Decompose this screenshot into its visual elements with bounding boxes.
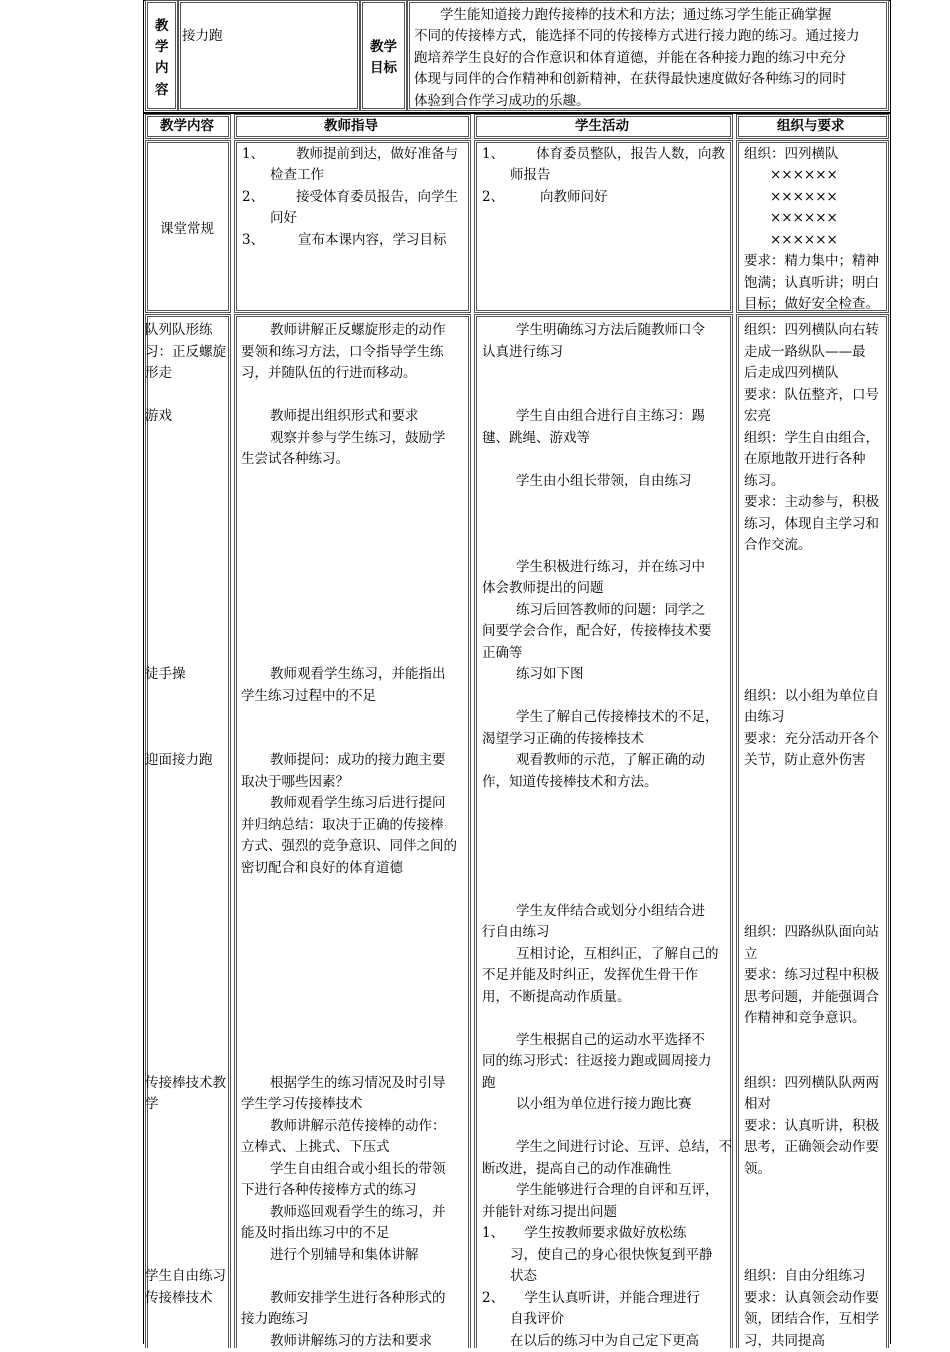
student-line: 学生积极进行练习，并在练习中 <box>516 557 705 579</box>
main-cell <box>145 314 231 1348</box>
list-number: 3、 <box>242 230 264 252</box>
org-line: 组织：四列横队 <box>744 144 839 166</box>
org-line: 组织：以小组为单位自 <box>744 686 879 708</box>
student-line: 在以后的练习中为自己定下更高 <box>510 1331 699 1352</box>
org-line: 在原地散开进行各种 <box>744 449 866 471</box>
list-text: 检查工作 <box>270 165 324 187</box>
list-text: 宣布本课内容，学习目标 <box>298 230 447 252</box>
teacher-line: 能及时指出练习中的不足 <box>241 1223 390 1245</box>
list-number: 1、 <box>242 144 264 166</box>
org-line: 走成一路纵队——最 <box>744 342 866 364</box>
content-label-char: 教 <box>155 16 169 38</box>
column-header: 学生活动 <box>575 116 629 138</box>
teacher-line: 下进行各种传接棒方式的练习 <box>241 1180 417 1202</box>
teacher-line: 教师巡回观看学生的练习，并 <box>270 1202 446 1224</box>
org-line: 领。 <box>744 1159 771 1181</box>
teacher-line: 进行个别辅导和集体讲解 <box>270 1245 419 1267</box>
org-line: 要求：队伍整齐，口号 <box>744 385 879 407</box>
content-topic: 迎面接力跑 <box>145 750 213 772</box>
teacher-line: 取决于哪些因素？ <box>241 772 349 794</box>
org-line: 目标；做好安全检查。 <box>744 294 879 316</box>
goal-line: 体验到合作学习成功的乐趣。 <box>414 91 590 113</box>
student-line: 以小组为单位进行接力跑比赛 <box>516 1094 692 1116</box>
content-label-char: 学 <box>155 37 169 59</box>
content-topic: 传接棒技术 <box>145 1288 213 1310</box>
org-line: 要求：主动参与，积极 <box>744 492 879 514</box>
org-line: 要求：练习过程中积极 <box>744 965 879 987</box>
column-header: 教学内容 <box>160 116 214 138</box>
student-line: 2、 学生认真听讲，并能合理进行 <box>482 1288 700 1310</box>
student-line: 练习后回答教师的问题：同学之 <box>516 600 705 622</box>
org-line: 作精神和竞争意识。 <box>744 1008 866 1030</box>
student-line: 学生能够进行合理的自评和互评， <box>516 1180 719 1202</box>
content-topic: 徒手操 <box>145 664 186 686</box>
student-line: 练习如下图 <box>516 664 584 686</box>
goal-label-line: 教学 <box>370 37 397 59</box>
list-number: 1、 <box>482 144 504 166</box>
formation-row: ×××××× <box>770 187 838 209</box>
teacher-line: 密切配合和良好的体育道德 <box>241 858 403 880</box>
student-line: 不足并能及时纠正，发挥优生骨干作 <box>482 965 698 987</box>
student-line: 学生友伴结合或划分小组结合进 <box>516 901 705 923</box>
teacher-line: 接力跑练习 <box>241 1309 309 1331</box>
teacher-line: 根据学生的练习情况及时引导 <box>270 1073 446 1095</box>
content-label-char: 内 <box>155 58 169 80</box>
student-line: 学生根据自己的运动水平选择不 <box>516 1030 705 1052</box>
formation-row: ×××××× <box>770 165 838 187</box>
student-line: 观看教师的示范，了解正确的动 <box>516 750 705 772</box>
goal-line: 体现与同伴的合作精神和创新精神，在获得最快速度做好各种练习的同时 <box>414 69 846 91</box>
goal-line: 不同的传接棒方式，能选择不同的传接棒方式进行接力跑的练习。通过接力 <box>414 26 860 48</box>
student-line: 毽、跳绳、游戏等 <box>482 428 590 450</box>
goal-label-line: 目标 <box>370 58 397 80</box>
org-line: 要求：认真领会动作要 <box>744 1288 879 1310</box>
list-number: 2、 <box>242 187 264 209</box>
org-line: 由练习 <box>744 707 785 729</box>
student-line: 习，使自己的身心很快恢复到平静 <box>510 1245 713 1267</box>
goal-line: 跑培养学生良好的合作意识和体育道德，并能在各种接力跑的练习中充分 <box>414 48 846 70</box>
column-header: 教师指导 <box>324 116 378 138</box>
student-line: 作，知道传接棒技术和方法。 <box>482 772 658 794</box>
teacher-line: 学生练习过程中的不足 <box>241 686 376 708</box>
goal-line: 学生能知道接力跑传接棒的技术和方法；通过练习学生能正确掌握 <box>440 5 832 27</box>
org-line: 领，团结合作，互相学 <box>744 1309 879 1331</box>
student-line: 跑 <box>482 1073 496 1095</box>
teacher-line: 教师提问：成功的接力跑主要 <box>270 750 446 772</box>
content-topic: 游戏 <box>145 406 172 428</box>
student-line: 渴望学习正确的传接棒技术 <box>482 729 644 751</box>
student-line: 用，不断提高动作质量。 <box>482 987 631 1009</box>
routine-content: 课堂常规 <box>160 219 214 241</box>
org-line: 关节，防止意外伤害 <box>744 750 866 772</box>
org-line: 要求：充分活动开各个 <box>744 729 879 751</box>
org-line: 要求：精力集中；精神 <box>744 251 879 273</box>
teacher-line: 教师观看学生练习，并能指出 <box>270 664 446 686</box>
org-line: 合作交流。 <box>744 535 812 557</box>
org-line: 组织：自由分组练习 <box>744 1266 866 1288</box>
org-line: 组织：四路纵队面向站 <box>744 922 879 944</box>
content-topic: 形走 <box>145 363 172 385</box>
list-text: 接受体育委员报告，向学生 <box>296 187 458 209</box>
org-line: 组织：四列横队向右转 <box>744 320 879 342</box>
org-line: 后走成四列横队 <box>744 363 839 385</box>
student-line: 1、 学生按教师要求做好放松练 <box>482 1223 686 1245</box>
content-topic: 学生自由练习 <box>145 1266 226 1288</box>
student-line: 互相讨论，互相纠正，了解自己的 <box>516 944 719 966</box>
teacher-line: 学生自由组合或小组长的带领 <box>270 1159 446 1181</box>
formation-row: ×××××× <box>770 230 838 252</box>
student-line: 自我评价 <box>510 1309 564 1331</box>
org-line: 练习，体现自主学习和 <box>744 514 879 536</box>
org-line: 练习。 <box>744 471 785 493</box>
org-line: 立 <box>744 944 758 966</box>
student-line: 行自由练习 <box>482 922 550 944</box>
org-line: 思考，正确领会动作要 <box>744 1137 879 1159</box>
content-label-char: 容 <box>155 80 169 102</box>
student-line: 学生之间进行讨论、互评、总结，不 <box>516 1137 732 1159</box>
student-line: 学生自由组合进行自主练习：踢 <box>516 406 705 428</box>
teacher-line: 教师讲解正反螺旋形走的动作 <box>270 320 446 342</box>
student-line: 并能针对练习提出问题 <box>482 1202 617 1224</box>
org-line: 饱满；认真听讲；明白 <box>744 273 879 295</box>
teacher-line: 观察并参与学生练习，鼓励学 <box>270 428 446 450</box>
teacher-line: 立棒式、上挑式、下压式 <box>241 1137 390 1159</box>
list-text: 教师提前到达，做好准备与 <box>296 144 458 166</box>
student-line: 学生了解自己传接棒技术的不足， <box>516 707 719 729</box>
student-line: 断改进，提高自己的动作准确性 <box>482 1159 671 1181</box>
teacher-line: 要领和练习方法，口令指导学生练 <box>241 342 444 364</box>
student-line: 学生明确练习方法后随教师口令 <box>516 320 705 342</box>
list-text: 师报告 <box>510 165 551 187</box>
teacher-line: 教师讲解示范传接棒的动作： <box>270 1116 446 1138</box>
content-topic: 传接棒技术教 <box>145 1073 226 1095</box>
student-line: 状态 <box>510 1266 537 1288</box>
teacher-line: 并归纳总结：取决于正确的传接棒 <box>241 815 444 837</box>
teacher-line: 方式、强烈的竞争意识、同伴之间的 <box>241 836 457 858</box>
list-text: 问好 <box>270 208 297 230</box>
column-header: 组织与要求 <box>777 116 845 138</box>
org-line: 思考问题，并能强调合 <box>744 987 879 1009</box>
org-line: 组织：学生自由组合， <box>744 428 879 450</box>
student-line: 间要学会合作，配合好，传接棒技术要 <box>482 621 712 643</box>
content-topic: 学 <box>145 1094 159 1116</box>
content-topic: 队列队形练 <box>145 320 213 342</box>
teacher-line: 生尝试各种练习。 <box>241 449 349 471</box>
student-line: 体会教师提出的问题 <box>482 578 604 600</box>
org-line: 宏亮 <box>744 406 771 428</box>
teacher-line: 教师观看学生练习后进行提问 <box>270 793 446 815</box>
list-text: 体育委员整队，报告人数，向教 <box>536 144 725 166</box>
list-number: 2、 <box>482 187 504 209</box>
student-line: 认真进行练习 <box>482 342 563 364</box>
content-topic: 习：正反螺旋 <box>145 342 226 364</box>
org-line: 习，共同提高 <box>744 1331 825 1352</box>
teacher-line: 教师讲解练习的方法和要求 <box>270 1331 432 1352</box>
content-value-cell <box>178 0 360 111</box>
org-line: 组织：四列横队队两两 <box>744 1073 879 1095</box>
content-value: 接力跑 <box>182 26 223 48</box>
formation-row: ×××××× <box>770 208 838 230</box>
student-line: 同的练习形式：往返接力跑或圆周接力 <box>482 1051 712 1073</box>
list-text: 向教师问好 <box>540 187 608 209</box>
student-line: 学生由小组长带领，自由练习 <box>516 471 692 493</box>
teacher-line: 教师安排学生进行各种形式的 <box>270 1288 446 1310</box>
teacher-line: 学生学习传接棒技术 <box>241 1094 363 1116</box>
org-line: 要求：认真听讲，积极 <box>744 1116 879 1138</box>
org-line: 相对 <box>744 1094 771 1116</box>
teacher-line: 习，并随队伍的行进而移动。 <box>241 363 417 385</box>
student-line: 正确等 <box>482 643 523 665</box>
teacher-line: 教师提出组织形式和要求 <box>270 406 419 428</box>
